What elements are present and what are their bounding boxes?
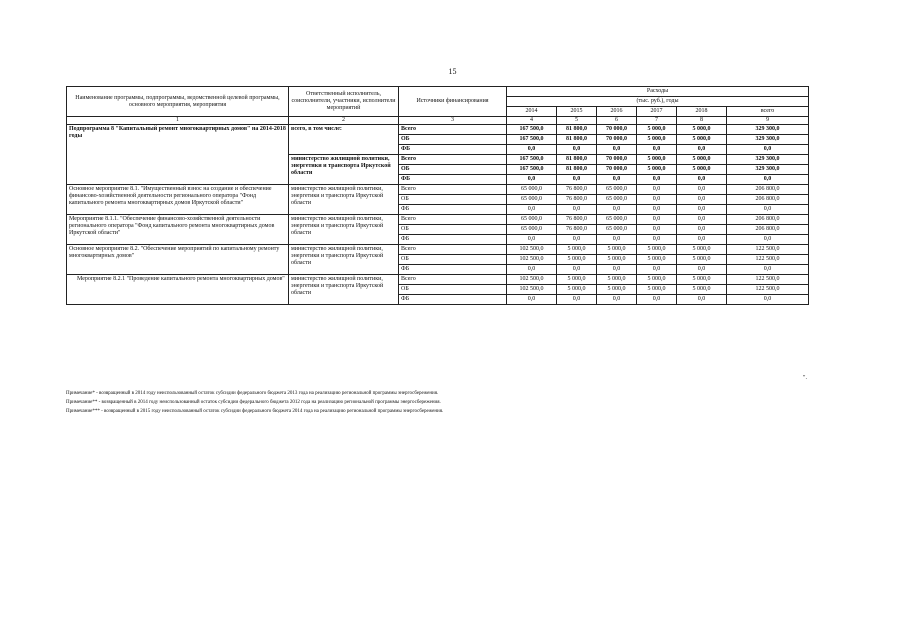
- column-number: 7: [637, 117, 677, 125]
- funding-source: ФБ: [399, 235, 507, 245]
- program-name: Мероприятие 8.2.1 "Проведение капитального ремонта многоквартирных домов": [67, 275, 289, 305]
- program-name: Подпрограмма 8 "Капитальный ремонт многоквартирных домов" на 2014-2018 годы: [67, 125, 289, 185]
- amount-cell: 167 500,0: [507, 135, 557, 145]
- amount-cell: 5 000,0: [557, 245, 597, 255]
- funding-source: ОБ: [399, 225, 507, 235]
- amount-cell: 81 800,0: [557, 155, 597, 165]
- amount-cell: 70 000,0: [597, 155, 637, 165]
- funding-source: Всего: [399, 185, 507, 195]
- amount-cell: 70 000,0: [597, 135, 637, 145]
- amount-cell: 0,0: [507, 145, 557, 155]
- amount-cell: 70 000,0: [597, 165, 637, 175]
- note: Примечание*** - возвращенный в 2015 году неиспользованный остаток субсидии федерального бюджета 2014 года на реализацию региональной программы энергосбережения.: [66, 409, 444, 414]
- amount-cell: 0,0: [637, 295, 677, 305]
- executor: министерство жилищной политики, энергетики и транспорта Иркутской области: [289, 155, 399, 185]
- amount-cell: 0,0: [637, 265, 677, 275]
- funding-source: ФБ: [399, 295, 507, 305]
- amount-cell: 70 000,0: [597, 125, 637, 135]
- amount-cell: 0,0: [637, 175, 677, 185]
- amount-cell: 5 000,0: [637, 285, 677, 295]
- column-number: 5: [557, 117, 597, 125]
- amount-cell: 0,0: [507, 205, 557, 215]
- header-expenses: Расходы: [507, 87, 809, 97]
- amount-cell: 0,0: [637, 235, 677, 245]
- table-row: [67, 275, 809, 285]
- table-row: [67, 185, 809, 195]
- funding-source: ОБ: [399, 165, 507, 175]
- funding-source: Всего: [399, 275, 507, 285]
- amount-cell: 206 800,0: [727, 225, 809, 235]
- amount-cell: 65 000,0: [597, 215, 637, 225]
- amount-cell: 81 800,0: [557, 125, 597, 135]
- funding-source: ОБ: [399, 255, 507, 265]
- header-source: Источники финансирования: [399, 87, 507, 117]
- amount-cell: 5 000,0: [677, 125, 727, 135]
- amount-cell: 0,0: [507, 235, 557, 245]
- amount-cell: 65 000,0: [507, 225, 557, 235]
- amount-cell: 206 800,0: [727, 195, 809, 205]
- amount-cell: 122 500,0: [727, 245, 809, 255]
- amount-cell: 0,0: [557, 265, 597, 275]
- amount-cell: 5 000,0: [637, 135, 677, 145]
- amount-cell: 5 000,0: [637, 245, 677, 255]
- amount-cell: 0,0: [677, 295, 727, 305]
- amount-cell: 0,0: [677, 265, 727, 275]
- header-year: 2014: [507, 107, 557, 117]
- column-number: 2: [289, 117, 399, 125]
- column-number: 3: [399, 117, 507, 125]
- program-name: Мероприятие 8.1.1. "Обеспечение финансово-хозяйственной деятельности регионального оператора "Фонд капитального ремонта многоквартирных домов Иркутской области": [67, 215, 289, 245]
- amount-cell: 5 000,0: [597, 275, 637, 285]
- amount-cell: 102 500,0: [507, 285, 557, 295]
- amount-cell: 0,0: [597, 145, 637, 155]
- header-year: 2015: [557, 107, 597, 117]
- amount-cell: 0,0: [557, 235, 597, 245]
- amount-cell: 5 000,0: [677, 255, 727, 265]
- amount-cell: 0,0: [677, 145, 727, 155]
- amount-cell: 0,0: [597, 265, 637, 275]
- amount-cell: 65 000,0: [597, 225, 637, 235]
- amount-cell: 0,0: [677, 205, 727, 215]
- column-number: 6: [597, 117, 637, 125]
- amount-cell: 5 000,0: [677, 275, 727, 285]
- amount-cell: 0,0: [677, 175, 727, 185]
- amount-cell: 76 800,0: [557, 185, 597, 195]
- funding-source: ОБ: [399, 195, 507, 205]
- amount-cell: 0,0: [637, 225, 677, 235]
- funding-source: ФБ: [399, 175, 507, 185]
- funding-source: Всего: [399, 155, 507, 165]
- amount-cell: 65 000,0: [507, 195, 557, 205]
- amount-cell: 0,0: [597, 175, 637, 185]
- amount-cell: 102 500,0: [507, 245, 557, 255]
- amount-cell: 167 500,0: [507, 125, 557, 135]
- amount-cell: 0,0: [677, 235, 727, 245]
- amount-cell: 122 500,0: [727, 255, 809, 265]
- program-name: Основное мероприятие 8.2. "Обеспечение мероприятий по капитальному ремонту многоквартирных домов": [67, 245, 289, 275]
- header-year: 2016: [597, 107, 637, 117]
- header-year: 2017: [637, 107, 677, 117]
- amount-cell: 5 000,0: [677, 285, 727, 295]
- amount-cell: 0,0: [597, 295, 637, 305]
- amount-cell: 0,0: [637, 145, 677, 155]
- amount-cell: 0,0: [727, 175, 809, 185]
- amount-cell: 102 500,0: [507, 275, 557, 285]
- amount-cell: 206 800,0: [727, 185, 809, 195]
- amount-cell: 5 000,0: [637, 125, 677, 135]
- amount-cell: 102 500,0: [507, 255, 557, 265]
- budget-table: [66, 86, 809, 305]
- amount-cell: 5 000,0: [557, 255, 597, 265]
- funding-source: Всего: [399, 245, 507, 255]
- amount-cell: 0,0: [597, 205, 637, 215]
- amount-cell: 5 000,0: [597, 285, 637, 295]
- amount-cell: 0,0: [507, 175, 557, 185]
- column-number: 1: [67, 117, 289, 125]
- amount-cell: 5 000,0: [637, 155, 677, 165]
- amount-cell: 0,0: [557, 295, 597, 305]
- funding-source: ОБ: [399, 135, 507, 145]
- table-row: [67, 245, 809, 255]
- column-number: 9: [727, 117, 809, 125]
- note: Примечание** - возвращенный в 2014 году неиспользованный остаток субсидии федерального бюджета 2012 года на реализацию региональной программы энергосбережения.: [66, 400, 441, 405]
- amount-cell: 5 000,0: [597, 255, 637, 265]
- funding-source: Всего: [399, 215, 507, 225]
- page-number: 15: [448, 67, 457, 76]
- amount-cell: 0,0: [727, 205, 809, 215]
- amount-cell: 0,0: [727, 295, 809, 305]
- amount-cell: 167 500,0: [507, 155, 557, 165]
- amount-cell: 5 000,0: [637, 275, 677, 285]
- amount-cell: 329 300,0: [727, 165, 809, 175]
- amount-cell: 0,0: [727, 265, 809, 275]
- executor: министерство жилищной политики, энергетики и транспорта Иркутской области: [289, 275, 399, 305]
- amount-cell: 0,0: [557, 145, 597, 155]
- amount-cell: 5 000,0: [677, 245, 727, 255]
- table-body: [67, 125, 809, 305]
- funding-source: ФБ: [399, 205, 507, 215]
- amount-cell: 81 800,0: [557, 135, 597, 145]
- amount-cell: 65 000,0: [507, 185, 557, 195]
- amount-cell: 122 500,0: [727, 285, 809, 295]
- table-row: [67, 215, 809, 225]
- amount-cell: 0,0: [637, 185, 677, 195]
- column-number: 4: [507, 117, 557, 125]
- amount-cell: 65 000,0: [507, 215, 557, 225]
- amount-cell: 329 300,0: [727, 155, 809, 165]
- amount-cell: 0,0: [677, 225, 727, 235]
- executor: всего, в том числе:: [289, 125, 399, 155]
- note: Примечание* - возвращенный в 2014 году неиспользованный остаток субсидии федерального бюджета 2013 года на реализацию региональной программы энергосбережения.: [66, 391, 439, 396]
- amount-cell: 76 800,0: [557, 225, 597, 235]
- amount-cell: 206 800,0: [727, 215, 809, 225]
- amount-cell: 65 000,0: [597, 185, 637, 195]
- amount-cell: 5 000,0: [677, 155, 727, 165]
- amount-cell: 0,0: [507, 265, 557, 275]
- amount-cell: 0,0: [637, 205, 677, 215]
- executor: министерство жилищной политики, энергетики и транспорта Иркутской области: [289, 185, 399, 215]
- amount-cell: 0,0: [597, 235, 637, 245]
- header-year: 2018: [677, 107, 727, 117]
- amount-cell: 65 000,0: [597, 195, 637, 205]
- header-executor: Ответственный исполнитель, соисполнители, участники, исполнители мероприятий: [289, 87, 399, 117]
- amount-cell: 0,0: [727, 145, 809, 155]
- executor: министерство жилищной политики, энергетики и транспорта Иркутской области: [289, 245, 399, 275]
- amount-cell: 0,0: [557, 175, 597, 185]
- amount-cell: 0,0: [637, 215, 677, 225]
- amount-cell: 76 800,0: [557, 215, 597, 225]
- amount-cell: 5 000,0: [677, 135, 727, 145]
- funding-source: Всего: [399, 125, 507, 135]
- header-unit: (тыс. руб.), годы: [507, 97, 809, 107]
- amount-cell: 0,0: [507, 295, 557, 305]
- amount-cell: 76 800,0: [557, 195, 597, 205]
- header-name: Наименование программы, подпрограммы, ведомственной целевой программы, основного мероприятия, мероприятия: [67, 87, 289, 117]
- amount-cell: 167 500,0: [507, 165, 557, 175]
- amount-cell: 122 500,0: [727, 275, 809, 285]
- table-row: [67, 125, 809, 135]
- amount-cell: 5 000,0: [557, 285, 597, 295]
- funding-source: ФБ: [399, 145, 507, 155]
- amount-cell: 0,0: [727, 235, 809, 245]
- amount-cell: 0,0: [557, 205, 597, 215]
- program-name: Основное мероприятие 8.1. "Имущественный взнос на создание и обеспечение финансово-хозяйственной деятельности регионального оператора "Фонд капитального ремонта многоквартирных домов Иркутской области": [67, 185, 289, 215]
- amount-cell: 5 000,0: [637, 165, 677, 175]
- executor: министерство жилищной политики, энергетики и транспорта Иркутской области: [289, 215, 399, 245]
- column-number: 8: [677, 117, 727, 125]
- funding-source: ФБ: [399, 265, 507, 275]
- funding-source: ОБ: [399, 285, 507, 295]
- amount-cell: 5 000,0: [637, 255, 677, 265]
- corner-mark: ".: [803, 375, 807, 381]
- notes: [66, 389, 806, 416]
- amount-cell: 329 300,0: [727, 125, 809, 135]
- amount-cell: 0,0: [677, 185, 727, 195]
- amount-cell: 0,0: [637, 195, 677, 205]
- amount-cell: 5 000,0: [557, 275, 597, 285]
- amount-cell: 5 000,0: [677, 165, 727, 175]
- amount-cell: 0,0: [677, 195, 727, 205]
- amount-cell: 329 300,0: [727, 135, 809, 145]
- header-total: всего: [727, 107, 809, 117]
- amount-cell: 0,0: [677, 215, 727, 225]
- amount-cell: 81 800,0: [557, 165, 597, 175]
- amount-cell: 5 000,0: [597, 245, 637, 255]
